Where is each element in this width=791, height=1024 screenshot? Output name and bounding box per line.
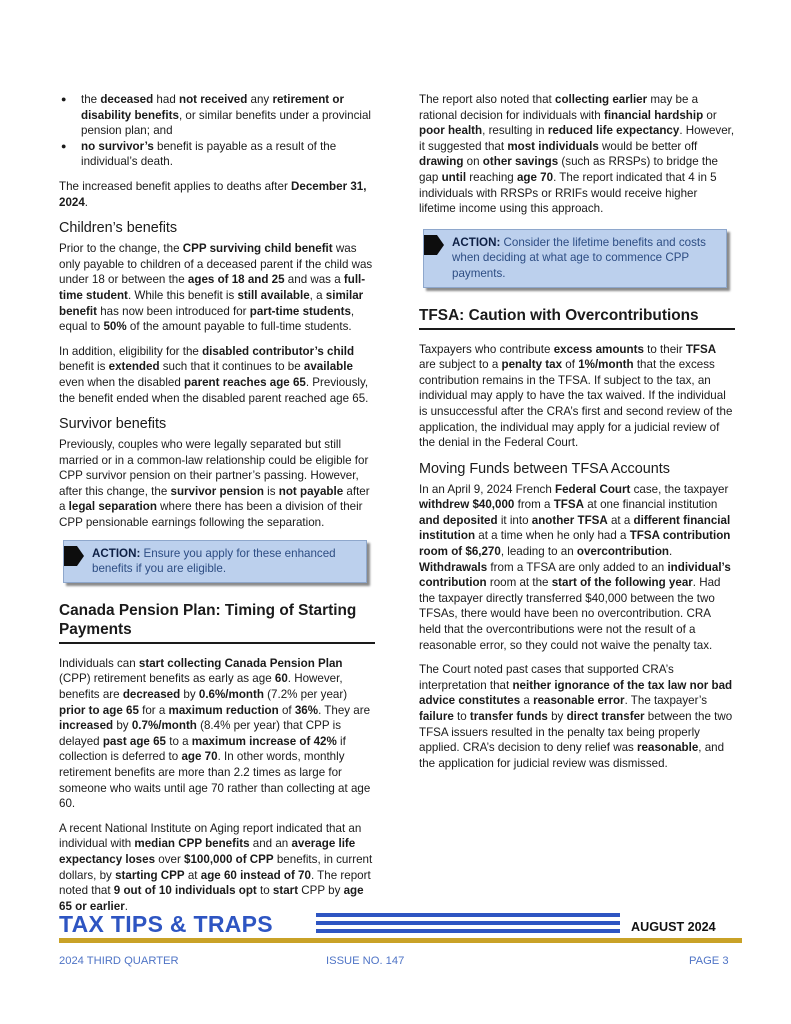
bold-phrase: neither ignorance of the tax law nor bad advice constitutes [419,678,733,708]
bold-phrase: age 70 [181,750,218,764]
children-benefit-paragraph-2: In addition, eligibility for the disabled contributor’s child benefit is extended such that it continues to be available even when the disabled parent reaches age 65. Previously, the benefit ended when the disabled parent reached age 65. [59,344,369,405]
left-column [59,92,375,923]
bold-phrase: 9 out of 10 individuals opt [113,884,257,898]
footer-gold-rule [59,938,742,943]
tfsa-court-case-paragraph: In an April 9, 2024 French Federal Court case, the taxpayer withdrew $40,000 from a TFSA at one financial institution and deposited it into another TFSA at a different financial institution at a time when he only had a TFSA contribution room of $6,270, leading to an overcontribution. Withdrawals from a TFSA are only added to an individual’s contribution room at the start of the following year. Had the taxpayer directly transferred $40,000 between the two TFSAs, there would have been no overcontribution. CRA held that the overcontributions were not the result of a reasonable error, so they could not waive the penalty tax. [419,482,731,652]
bold-phrase: disabled contributor’s child [202,344,355,358]
bold-phrase: age 70 [516,170,554,184]
bold-phrase: starting CPP [115,868,185,882]
bold-phrase: failure [419,710,454,723]
action-box-cpp-timing [423,229,727,288]
bold-phrase: Federal Court [555,482,631,496]
bold-phrase: reduced life expectancy [547,124,680,138]
bold-phrase: excess amounts [553,342,644,356]
action-box-enhanced-benefits [63,540,367,583]
action-text: Ensure you apply for these enhanced benefits if you are eligible. [92,546,336,576]
bold-phrase: full-time student [59,273,366,302]
bold-phrase: $100,000 of CPP [184,852,274,866]
bold-phrase: individual’s contribution [419,560,731,590]
arrow-tag-icon [64,546,84,566]
bold-phrase: age 65 or earlier [59,884,364,913]
cpp-timing-section-heading: Canada Pension Plan: Timing of Starting Payments [59,601,375,644]
bold-phrase: decreased [122,688,181,702]
bold-phrase: deceased [100,93,154,106]
arrow-tag-icon [424,235,444,255]
action-label: ACTION: [452,235,501,249]
bold-phrase: 0.7%/month [131,719,197,733]
children-benefit-paragraph-1: Prior to the change, the CPP surviving child benefit was only payable to children of a deceased parent if the child was under 18 or between the ages of 18 and 25 and was a full-time student. While this benefit is still available, a similar benefit has now been introduced for part-time students, equal to 50% of the amount payable to full-time students. [59,242,373,334]
bold-phrase: age 60 instead of 70 [200,868,311,882]
bold-phrase: Withdrawals [419,560,488,574]
bold-phrase: maximum reduction [168,703,279,717]
cpp-timing-paragraph-1: Individuals can start collecting Canada Pension Plan (CPP) retirement benefits as early as age 60. However, benefits are decreased by 0.6%/month (7.2% per year) prior to age 65 for a maximum reduction of 36%. They are increased by 0.7%/month (8.4% per year) that CPP is delayed past age 65 to a maximum increase of 42% if collection is deferred to age 70. In other words, monthly retirement benefits are more than 2.2 times as large for someone who waits until age 70 rather than collecting at age 60. [59,656,371,811]
bold-phrase: no survivor’s [81,139,154,153]
bold-phrase: retirement or disability benefits [81,93,344,122]
bold-phrase: legal separation [68,500,157,514]
bold-phrase: prior to age 65 [59,703,139,717]
bold-phrase: reasonable [637,741,699,755]
bold-phrase: extended [108,360,160,374]
bold-phrase: direct transfer [566,710,645,723]
footer-quarter: 2024 THIRD QUARTER [59,955,179,967]
bold-phrase: available [303,360,353,374]
bold-phrase: average life expectancy loses [59,837,356,866]
bold-phrase: reasonable error [533,694,625,708]
action-text: Consider the lifetime benefits and costs when deciding at what age to commence CPP payments. [452,235,706,280]
bold-phrase: overcontribution [576,545,670,559]
tfsa-court-ruling-paragraph: The Court noted past cases that supported CRA’s interpretation that neither ignorance of the tax law nor bad advice constitutes a reasonable error. The taxpayer’s failure to transfer funds by direct transfer between the two TFSA issuers resulted in the penalty tax being properly applied. CRA’s decision to deny relief was reasonable, and the application for judicial review was dismissed. [419,663,733,770]
bold-phrase: poor health [419,124,483,138]
bold-phrase: collecting earlier [555,93,648,106]
eligibility-bullet-list [59,92,375,170]
tfsa-penalty-paragraph: Taxpayers who contribute excess amounts to their TFSA are subject to a penalty tax of 1%/month that the excess contribution remains in the TFSA. If subject to the tax, an individual may apply to have the tax waived. If the individual is unsuccessful after the CRA’s first and second review of the application, the individual may apply for a judicial review of the denial in the Federal Court. [419,342,733,450]
bold-phrase: TFSA [685,342,717,356]
bold-phrase: other savings [482,155,559,169]
bold-phrase: penalty tax [501,358,563,372]
bold-phrase: similar benefit [59,288,364,318]
bold-phrase: ages of 18 and 25 [187,273,285,287]
moving-funds-heading: Moving Funds between TFSA Accounts [419,460,670,477]
bold-phrase: TFSA [553,498,584,512]
bold-phrase: start of the following year [551,576,693,590]
bold-phrase: different financial institution [419,513,731,543]
bold-phrase: increased [59,719,114,733]
bold-phrase: until [441,170,467,184]
bold-phrase: withdrew $40,000 [419,498,515,512]
bullet-item-deceased: ● the deceased had not received any retirement or disability benefits, or similar benefits under a provincial pension plan; and [59,92,375,139]
bold-phrase: still available [237,288,310,302]
bold-phrase: transfer funds [469,710,548,723]
tfsa-section-heading: TFSA: Caution with Overcontributions [419,306,735,330]
bold-phrase: and deposited [419,513,498,527]
bold-phrase: past age 65 [102,734,166,748]
bold-phrase: maximum increase of 42% [191,734,337,748]
issue-date: AUGUST 2024 [631,920,716,934]
footer-decorative-lines [316,913,620,935]
action-label: ACTION: [92,546,141,560]
newsletter-title: TAX TIPS & TRAPS [59,911,273,937]
bold-phrase: most individuals [507,139,599,153]
bold-phrase: 36% [294,703,319,717]
bold-phrase: TFSA contribution room of $6,270 [419,529,731,559]
survivor-benefits-heading: Survivor benefits [59,416,167,433]
bold-phrase: 50% [103,320,127,334]
report-paragraph: The report also noted that collecting earlier may be a rational decision for individuals with financial hardship or poor health, resulting in reduced life expectancy. However, it suggested that most individuals would be better off drawing on other savings (such as RRSPs) to bridge the gap until reaching age 70. The report indicated that 4 in 5 individuals with RRSPs or RRIFs would receive higher lifetime income using this approach. [419,93,735,216]
bold-phrase: 1%/month [578,358,634,372]
bold-phrase: another TFSA [531,513,608,527]
bold-phrase: December 31, 2024 [59,179,367,209]
bold-phrase: part-time students [249,304,351,318]
bold-phrase: start collecting Canada Pension Plan [138,656,343,670]
bold-phrase: CPP surviving child benefit [182,242,333,256]
bold-phrase: not received [179,93,248,106]
right-column [419,92,735,780]
bold-phrase: 60 [274,672,288,686]
bold-phrase: drawing [419,155,464,169]
bold-phrase: financial hardship [603,108,704,122]
cpp-timing-paragraph-2: A recent National Institute on Aging report indicated that an individual with median CPP benefits and an average life expectancy loses over $100,000 of CPP benefits, in current dollars, by starting CPP at age 60 instead of 70. The report noted that 9 out of 10 individuals opt to start CPP by age 65 or earlier. [59,821,373,913]
bold-phrase: 0.6%/month [198,688,264,702]
bold-phrase: parent reaches age 65 [184,375,306,389]
childrens-benefits-heading: Children’s benefits [59,220,178,237]
increased-benefit-paragraph: The increased benefit applies to deaths after December 31, 2024. [59,179,367,209]
bullet-item-no-survivor: ● no survivor’s benefit is payable as a result of the individual’s death. [59,139,375,170]
footer-page-number: PAGE 3 [689,955,729,967]
bold-phrase: start [272,884,299,898]
footer-issue-number: ISSUE NO. 147 [326,955,405,967]
bold-phrase: median CPP benefits [134,837,250,851]
bold-phrase: survivor pension [170,484,264,498]
survivor-benefit-paragraph: Previously, couples who were legally separated but still married or in a common-law relationship could be eligible for CPP survivor pension on their partner’s passing. However, after this change, the survivor pension is not payable after a legal separation where there has been a division of their CPP pensionable earnings following the separation. [59,438,370,530]
bold-phrase: not payable [278,484,344,498]
